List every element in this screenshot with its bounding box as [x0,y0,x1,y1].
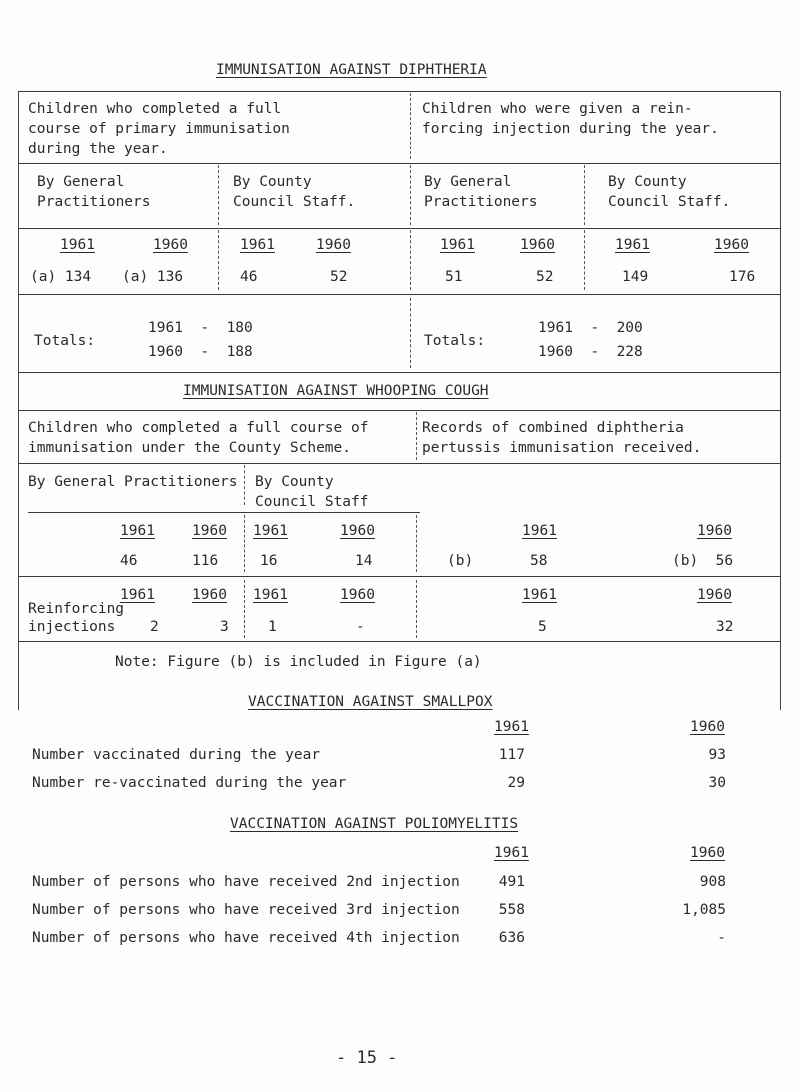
divider [18,163,780,164]
polio-row-label: Number of persons who have received 2nd injection [32,874,460,890]
cell: 5 [538,619,547,635]
whooping-gp-heading: By General Practitioners [28,474,238,490]
total-value: 1961 - 180 [148,320,253,336]
divider [28,512,420,513]
year-1960: 1960 [520,237,555,253]
year-1961: 1961 [253,587,288,603]
cell: 30 [708,775,726,791]
note: Note: Figure (b) is included in Figure (a) [115,654,482,670]
year-1960: 1960 [316,237,351,253]
polio-row-label: Number of persons who have received 4th injection [32,930,460,946]
cell: 52 [536,269,554,285]
year-1960: 1960 [690,719,725,735]
year-1961: 1961 [494,845,529,861]
divider [18,410,19,710]
year-1961: 1961 [440,237,475,253]
divider [18,372,780,373]
cell: 1,085 [682,902,726,918]
divider [244,465,245,505]
divider [18,294,780,295]
cell: 2 [150,619,159,635]
cell: 908 [699,874,726,890]
smallpox-row-label: Number vaccinated during the year [32,747,321,763]
cell: 558 [498,902,525,918]
divider [18,228,780,229]
year-1961: 1961 [120,587,155,603]
year-1961: 1961 [60,237,95,253]
cell: - [356,619,365,635]
divider [410,230,411,290]
page-number: - 15 - [336,1048,398,1068]
smallpox-row-label: Number re-vaccinated during the year [32,775,347,791]
divider [218,165,219,225]
divider [244,580,245,638]
divider [18,463,780,464]
cell: 29 [507,775,525,791]
cell: - [717,930,726,946]
cell: 58 [530,553,548,569]
polio-row-label: Number of persons who have received 3rd injection [32,902,460,918]
polio-title: VACCINATION AGAINST POLIOMYELITIS [230,816,519,832]
year-1960: 1960 [192,587,227,603]
cell: 14 [355,553,373,569]
year-1961: 1961 [522,523,557,539]
year-1961: 1961 [120,523,155,539]
total-value: 1960 - 188 [148,344,253,360]
cell: 51 [445,269,463,285]
whooping-title: IMMUNISATION AGAINST WHOOPING COUGH [183,383,489,399]
year-1960: 1960 [714,237,749,253]
year-1960: 1960 [340,523,375,539]
cell: 636 [498,930,525,946]
cell: 1 [268,619,277,635]
cell: 32 [716,619,734,635]
divider [416,412,417,460]
divider [218,230,219,290]
year-1960: 1960 [153,237,188,253]
divider [410,298,411,368]
divider [410,165,411,225]
divider [416,515,417,572]
cell: 16 [260,553,278,569]
year-1961: 1961 [522,587,557,603]
cell: (a) 136 [122,269,184,285]
smallpox-title: VACCINATION AGAINST SMALLPOX [248,694,493,710]
diphtheria-title: IMMUNISATION AGAINST DIPHTHERIA [216,62,487,78]
cell: 93 [708,747,726,763]
year-1961: 1961 [240,237,275,253]
cell: 116 [192,553,219,569]
total-value: 1961 - 200 [538,320,643,336]
divider [584,230,585,290]
divider [416,580,417,638]
year-1961: 1961 [615,237,650,253]
divider [244,515,245,572]
year-1960: 1960 [697,587,732,603]
divider [18,91,780,92]
divider [780,410,781,710]
cell: (a) 134 [30,269,92,285]
year-1960: 1960 [697,523,732,539]
cell: (b) 56 [672,553,734,569]
year-1960: 1960 [690,845,725,861]
cell: 52 [330,269,348,285]
cell: 149 [622,269,649,285]
divider [780,91,781,417]
year-1960: 1960 [340,587,375,603]
divider [18,641,780,642]
cell: (b) [447,553,474,569]
totals-label: Totals: [424,333,486,349]
divider [18,410,780,411]
total-value: 1960 - 228 [538,344,643,360]
totals-label: Totals: [34,333,96,349]
cell: 117 [498,747,525,763]
year-1960: 1960 [192,523,227,539]
divider [584,165,585,225]
divider [18,576,780,577]
cell: 491 [498,874,525,890]
cell: 3 [220,619,229,635]
year-1961: 1961 [494,719,529,735]
year-1961: 1961 [253,523,288,539]
cell: 46 [120,553,138,569]
cell: 46 [240,269,258,285]
divider [18,91,19,417]
cell: 176 [729,269,756,285]
divider [410,93,411,159]
